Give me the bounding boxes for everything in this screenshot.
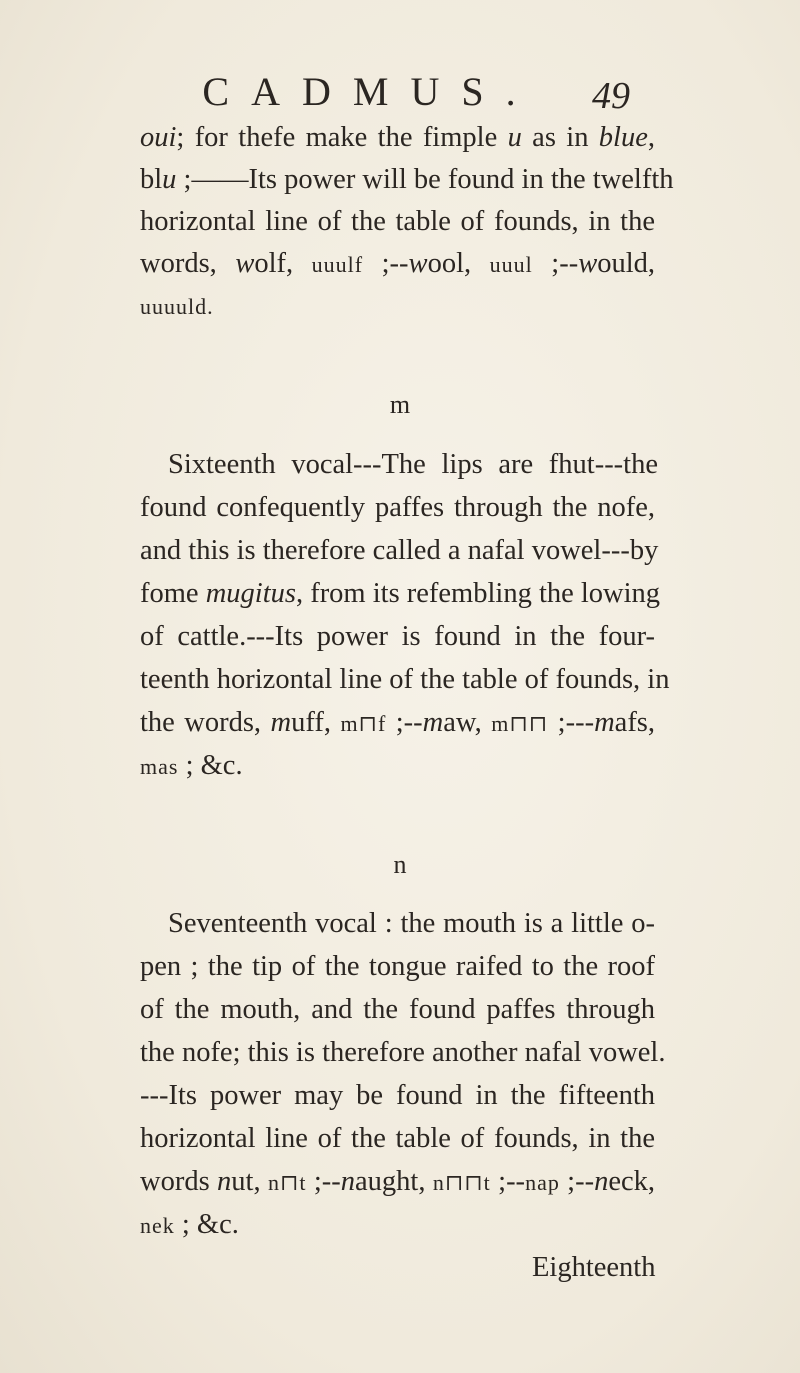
text-line: of the mouth, and the found paffes through [140,994,655,1025]
text-line: mas ; &c. [140,750,243,781]
text-line: the nofe; this is therefore another nafal vowel. [140,1037,666,1068]
text-line: horizontal line of the table of founds, in the [140,206,655,237]
text-line: nek ; &c. [140,1209,239,1240]
text-line: teenth horizontal line of the table of founds, in [140,664,670,695]
text-line: words nut, n⊓t ;--naught, n⊓⊓t ;--nap ;--neck, [140,1166,656,1197]
text-line: pen ; the tip of the tongue raifed to the roof [140,951,655,982]
page-number: 49 [592,75,630,117]
text-line: oui; for thefe make the fimple u as in blue, [140,122,655,153]
catchword: Eighteenth [532,1252,656,1283]
text-line: and this is therefore called a nafal vowel---by [140,535,659,566]
text-line: horizontal line of the table of founds, in the [140,1123,655,1154]
running-head: CADMUS. [202,69,538,114]
italic-word: oui [140,122,177,153]
text-line: Sixteenth vocal---The lips are fhut---the [168,449,658,480]
text-line: of cattle.---Its power is found in the four- [140,621,655,652]
text-line: Seventeenth vocal : the mouth is a little o- [168,908,655,939]
section-letter-n: n [393,850,407,879]
text-line: uuuuld. [140,294,214,319]
text-line: found confequently paffes through the nofe, [140,492,655,523]
text-line: ---Its power may be found in the fifteenth [140,1080,655,1111]
text-line: words, wolf, uuulf ;--wool, uuul ;--would, [140,248,656,279]
text-line: fome mugitus, from its refembling the lowing [140,578,661,609]
text-line: the words, muff, m⊓f ;--maw, m⊓⊓ ;---mafs, [140,707,656,738]
text-line: blu ;——Its power will be found in the twelfth [140,164,674,195]
section-letter-m: m [389,390,411,419]
